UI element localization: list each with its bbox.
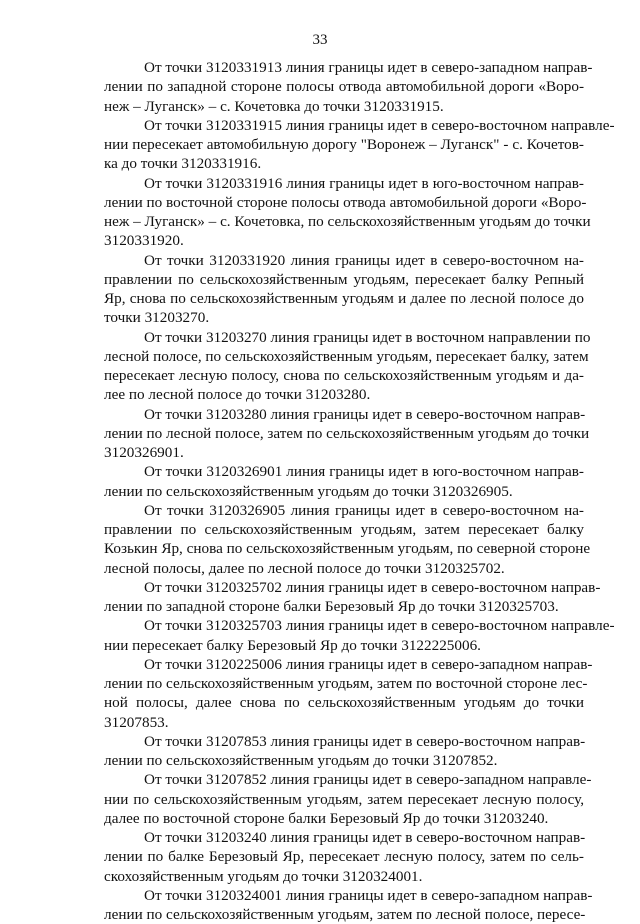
paragraph-line: лении по балке Березовый Яр, пересекает лесную полосу, затем по сель- <box>104 848 584 866</box>
paragraph-line: От точки 3120324001 линия границы идет в северо-западном направ- <box>144 886 593 904</box>
paragraph <box>104 616 615 655</box>
paragraph-line: нии по сельскохозяйственным угодьям, затем пересекает лесную полосу, <box>104 790 584 808</box>
paragraph <box>104 58 593 116</box>
paragraph-line: лесной полосе, по сельскохозяйственным угодьям, пересекает балку, затем <box>104 347 589 365</box>
paragraph-line: лении по восточной стороне полосы отвода автомобильной дороги «Воро- <box>104 193 587 211</box>
paragraph-line: 3120331920. <box>104 232 184 250</box>
paragraph <box>104 174 591 251</box>
paragraph <box>104 655 593 732</box>
paragraph <box>104 578 601 617</box>
paragraph-line: 3120326901. <box>104 444 184 461</box>
paragraph-line: ка до точки 3120331916. <box>104 155 262 173</box>
paragraph-line: От точки 3120331915 линия границы идет в северо-восточном направле- <box>144 116 615 134</box>
paragraph-line: далее по восточной стороне балки Березовый Яр до точки 31203240. <box>104 809 549 827</box>
paragraph-line: От точки 3120331913 линия границы идет в северо-западном направ- <box>144 59 593 76</box>
paragraph <box>104 770 592 828</box>
page-number: 33 <box>312 32 328 48</box>
paragraph <box>104 116 615 174</box>
paragraph <box>104 462 584 501</box>
paragraph <box>104 732 584 771</box>
paragraph-line: правлении по сельскохозяйственным угодьям, пересекает балку Репный <box>104 270 584 288</box>
paragraph-line: лее по лесной полосе до точки 31203280. <box>104 386 371 404</box>
paragraph-line: пересекает лесную полосу, снова по сельскохозяйственным угодьям и да- <box>104 367 584 384</box>
paragraph-line: правлении по сельскохозяйственным угодьям, затем пересекает балку <box>104 521 584 538</box>
paragraph-line: нии пересекает автомобильную дорогу "Воронеж – Луганск" - с. Кочетов- <box>104 136 584 153</box>
paragraph-line: От точки 3120326901 линия границы идет в юго-восточном направ- <box>144 463 584 481</box>
paragraph-line: лении по сельскохозяйственным угодьям, затем по лесной полосе, пересе- <box>104 906 586 923</box>
paragraph <box>104 501 591 578</box>
paragraph-line: От точки 31203270 линия границы идет в восточном направлении по <box>144 328 591 346</box>
document-body <box>104 58 615 924</box>
paragraph <box>104 251 584 328</box>
paragraph-line: лесной полосы, далее по лесной полосе до точки 3120325702. <box>104 559 505 577</box>
paragraph-line: От точки 31203240 линия границы идет в северо-восточном направ- <box>144 829 586 846</box>
paragraph-line: лении по сельскохозяйственным угодьям до точки 31207852. <box>104 752 498 769</box>
paragraph-line: От точки 31207853 линия границы идет в северо-восточном направ- <box>144 732 586 750</box>
paragraph-line: От точки 3120325702 линия границы идет в северо-восточном направ- <box>144 578 601 596</box>
paragraph-line: неж – Луганск» – с. Кочетовка до точки 3120331915. <box>104 97 444 115</box>
paragraph-line: скохозяйственным угодьям до точки 3120324001. <box>104 867 423 885</box>
paragraph-line: От точки 31203280 линия границы идет в северо-восточном направ- <box>144 405 586 423</box>
paragraph <box>104 828 584 886</box>
paragraph-line: От точки 3120331916 линия границы идет в юго-восточном направ- <box>144 174 584 192</box>
paragraph-line: лении по сельскохозяйственным угодьям, затем по восточной стороне лес- <box>104 675 588 692</box>
paragraph-line: От точки 3120331920 линия границы идет в северо-восточном на- <box>144 251 584 269</box>
paragraph-line: От точки 3120225006 линия границы идет в северо-западном направ- <box>144 655 593 673</box>
paragraph <box>104 405 590 463</box>
paragraph-line: лении по западной стороне балки Березовый Яр до точки 3120325703. <box>104 598 559 615</box>
paragraph-line: Козькин Яр, снова по сельскохозяйственным угодьям, по северной стороне <box>104 540 591 558</box>
paragraph-line: лении по лесной полосе, затем по сельскохозяйственным угодьям до точки <box>104 424 590 442</box>
paragraph-line: От точки 31207852 линия границы идет в северо-западном направле- <box>144 771 592 789</box>
paragraph-line: точки 31203270. <box>104 309 210 327</box>
paragraph-line: ной полосы, далее снова по сельскохозяйственным угодьям до точки <box>104 694 584 712</box>
paragraph-line: 31207853. <box>104 713 169 731</box>
paragraph-line: От точки 3120326905 линия границы идет в северо-восточном на- <box>144 501 584 519</box>
paragraph-line: лении по сельскохозяйственным угодьям до точки 3120326905. <box>104 482 513 500</box>
paragraph-line: нии пересекает балку Березовый Яр до точки 3122225006. <box>104 636 481 654</box>
paragraph-line: неж – Луганск» – с. Кочетовка, по сельскохозяйственным угодьям до точки <box>104 213 591 230</box>
paragraph-line: От точки 3120325703 линия границы идет в северо-восточном направле- <box>144 617 615 635</box>
paragraph-line: Яр, снова по сельскохозяйственным угодьям и далее по лесной полосе до <box>104 290 584 307</box>
paragraph-line: лении по западной стороне полосы отвода автомобильной дороги «Воро- <box>104 78 584 96</box>
paragraph <box>104 328 591 405</box>
